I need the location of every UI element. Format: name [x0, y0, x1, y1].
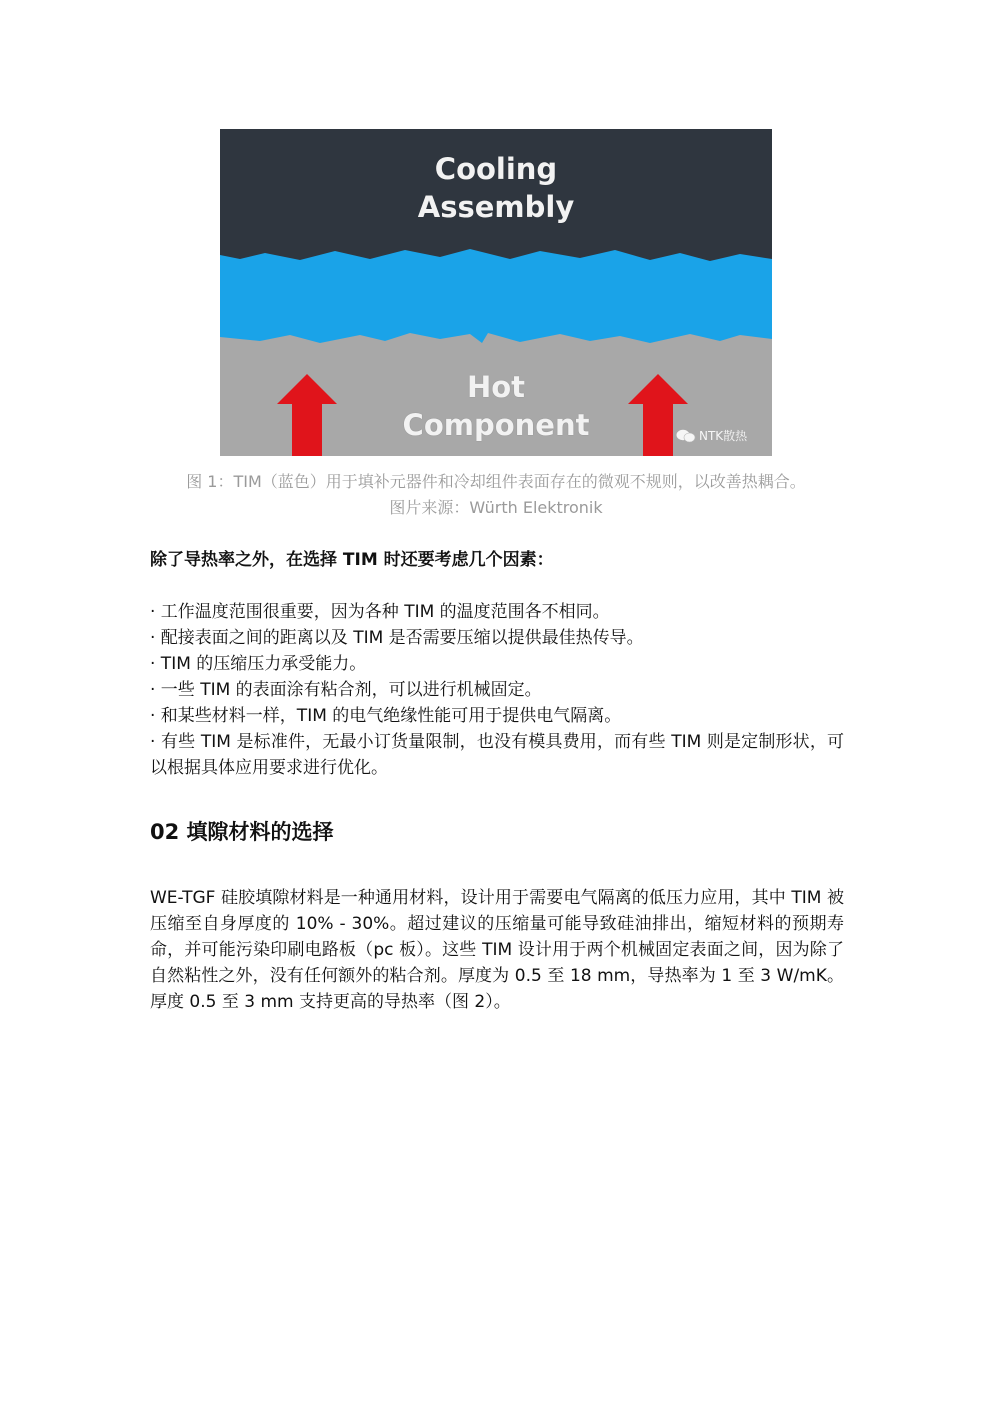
list-item: · 和某些材料一样，TIM 的电气绝缘性能可用于提供电气隔离。 — [150, 706, 622, 726]
list-item: · 一些 TIM 的表面涂有粘合剂，可以进行机械固定。 — [150, 680, 542, 700]
list-item: · 工作温度范围很重要，因为各种 TIM 的温度范围各不相同。 — [150, 602, 610, 622]
list-item: · TIM 的压缩压力承受能力。 — [150, 654, 367, 674]
list-item: · 配接表面之间的距离以及 TIM 是否需要压缩以提供最佳热传导。 — [150, 628, 644, 648]
cooling-assembly-label: Cooling Assembly — [417, 152, 575, 224]
hot-component-label: Hot Component — [402, 370, 590, 442]
figure-caption: 图 1：TIM（蓝色）用于填补元器件和冷却组件表面存在的微观不规则，以改善热耦合。 — [186, 472, 806, 491]
list-item: · 有些 TIM 是标准件，无最小订货量限制，也没有模具费用，而有些 TIM 则是定制形状，可以根据具体应用要求进行优化。 — [150, 732, 844, 778]
watermark — [676, 427, 747, 444]
watermark-text: NTK散热 — [699, 429, 748, 443]
factor-list — [150, 599, 844, 781]
body-paragraph: WE-TGF 硅胶填隙材料是一种通用材料，设计用于需要电气隔离的低压力应用，其中 TIM 被压缩至自身厚度的 10% - 30%。超过建议的压缩量可能导致硅油排出，缩短材料的预期寿命，并可能污染印刷电路板（pc 板）。这些 TIM 设计用于两个机械固定表面之间，因为除了自然粘性之外，没有任何额外的粘合剂。厚度为 0.5 至 18 mm，导热率为 1 至 3 W/mK。厚度 0.5 至 3 mm 支持更高的导热率（图 2）。 — [150, 888, 844, 1012]
wechat-icon — [676, 429, 696, 443]
tim-layer — [220, 247, 772, 343]
section-title: 02 填隙材料的选择 — [150, 820, 334, 844]
figure-source: 图片来源：Würth Elektronik — [389, 498, 603, 517]
lead-paragraph: 除了导热率之外，在选择 TIM 时还要考虑几个因素： — [150, 550, 554, 570]
tim-figure — [220, 129, 772, 456]
